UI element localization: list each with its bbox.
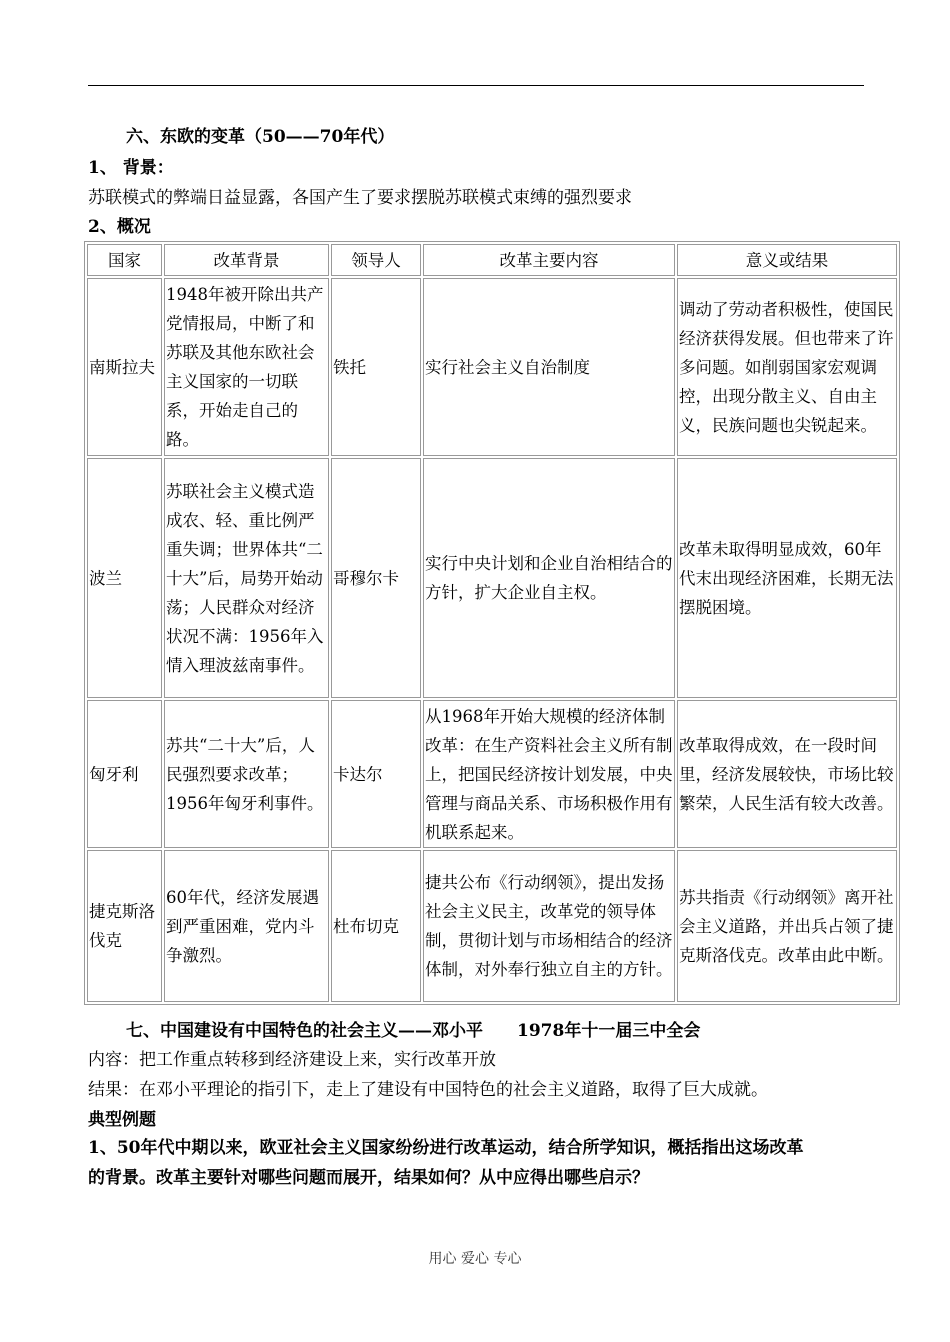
table-row bbox=[87, 850, 897, 1002]
cell-content: 捷共公布《行动纲领》，提出发扬社会主义民主，改革党的领导体制，贯彻计划与市场相结合的经济体制，对外奉行独立自主的方针。 bbox=[423, 850, 675, 1002]
cell-background: 苏共“二十大”后，人民强烈要求改革；1956年匈牙利事件。 bbox=[164, 700, 329, 848]
page-footer: 用心 爱心 专心 bbox=[428, 1251, 522, 1267]
table-row bbox=[87, 700, 897, 848]
section6-title: 六、东欧的变革（50——70年代） bbox=[126, 127, 395, 147]
background-heading: 1、 背景： bbox=[88, 158, 174, 178]
header-leader: 领导人 bbox=[331, 244, 421, 276]
cell-content: 实行中央计划和企业自治相结合的方针，扩大企业自主权。 bbox=[423, 458, 675, 698]
cell-country: 波兰 bbox=[87, 458, 162, 698]
cell-result: 苏共指责《行动纲领》离开社会主义道路，并出兵占领了捷克斯洛伐克。改革由此中断。 bbox=[677, 850, 897, 1002]
table-row bbox=[87, 278, 897, 456]
section7-content: 内容：把工作重点转移到经济建设上来，实行改革开放 bbox=[88, 1050, 496, 1070]
cell-result: 改革未取得明显成效，60年代末出现经济困难，长期无法摆脱困境。 bbox=[677, 458, 897, 698]
table-header-row bbox=[87, 244, 897, 276]
section7-result: 结果：在邓小平理论的指引下，走上了建设有中国特色的社会主义道路，取得了巨大成就。 bbox=[88, 1080, 768, 1100]
example-heading: 典型例题 bbox=[88, 1110, 156, 1130]
header-rule bbox=[88, 85, 864, 86]
example-question-line1: 1、50年代中期以来，欧亚社会主义国家纷纷进行改革运动，结合所学知识，概括指出这场改革 bbox=[88, 1138, 804, 1158]
background-text: 苏联模式的弊端日益显露，各国产生了要求摆脱苏联模式束缚的强烈要求 bbox=[88, 188, 632, 208]
example-question-line2: 的背景。改革主要针对哪些问题而展开，结果如何？从中应得出哪些启示？ bbox=[88, 1168, 649, 1188]
cell-background: 苏联社会主义模式造成农、轻、重比例严重失调；世界体共“二十大”后，局势开始动荡；人民群众对经济状况不满：1956年入情入理波兹南事件。 bbox=[164, 458, 329, 698]
cell-leader: 哥穆尔卡 bbox=[331, 458, 421, 698]
header-background: 改革背景 bbox=[164, 244, 329, 276]
cell-background: 1948年被开除出共产党情报局，中断了和苏联及其他东欧社会主义国家的一切联系，开始走自己的路。 bbox=[164, 278, 329, 456]
reform-table bbox=[84, 241, 900, 1005]
cell-result: 调动了劳动者积极性，使国民经济获得发展。但也带来了许多问题。如削弱国家宏观调控，出现分散主义、自由主义，民族问题也尖锐起来。 bbox=[677, 278, 897, 456]
cell-leader: 卡达尔 bbox=[331, 700, 421, 848]
cell-background: 60年代，经济发展遇到严重困难，党内斗争激烈。 bbox=[164, 850, 329, 1002]
cell-content: 从1968年开始大规模的经济体制改革：在生产资料社会主义所有制上，把国民经济按计划发展，中央管理与商品关系、市场积极作用有机联系起来。 bbox=[423, 700, 675, 848]
cell-result: 改革取得成效，在一段时间里，经济发展较快，市场比较繁荣，人民生活有较大改善。 bbox=[677, 700, 897, 848]
table-row bbox=[87, 458, 897, 698]
section7-title: 七、中国建设有中国特色的社会主义——邓小平 1978年十一届三中全会 bbox=[126, 1021, 701, 1041]
cell-leader: 杜布切克 bbox=[331, 850, 421, 1002]
cell-country: 南斯拉夫 bbox=[87, 278, 162, 456]
overview-heading: 2、概况 bbox=[88, 217, 151, 237]
cell-country: 捷克斯洛伐克 bbox=[87, 850, 162, 1002]
cell-content: 实行社会主义自治制度 bbox=[423, 278, 675, 456]
cell-country: 匈牙利 bbox=[87, 700, 162, 848]
cell-leader: 铁托 bbox=[331, 278, 421, 456]
header-result: 意义或结果 bbox=[677, 244, 897, 276]
header-country: 国家 bbox=[87, 244, 162, 276]
header-content: 改革主要内容 bbox=[423, 244, 675, 276]
